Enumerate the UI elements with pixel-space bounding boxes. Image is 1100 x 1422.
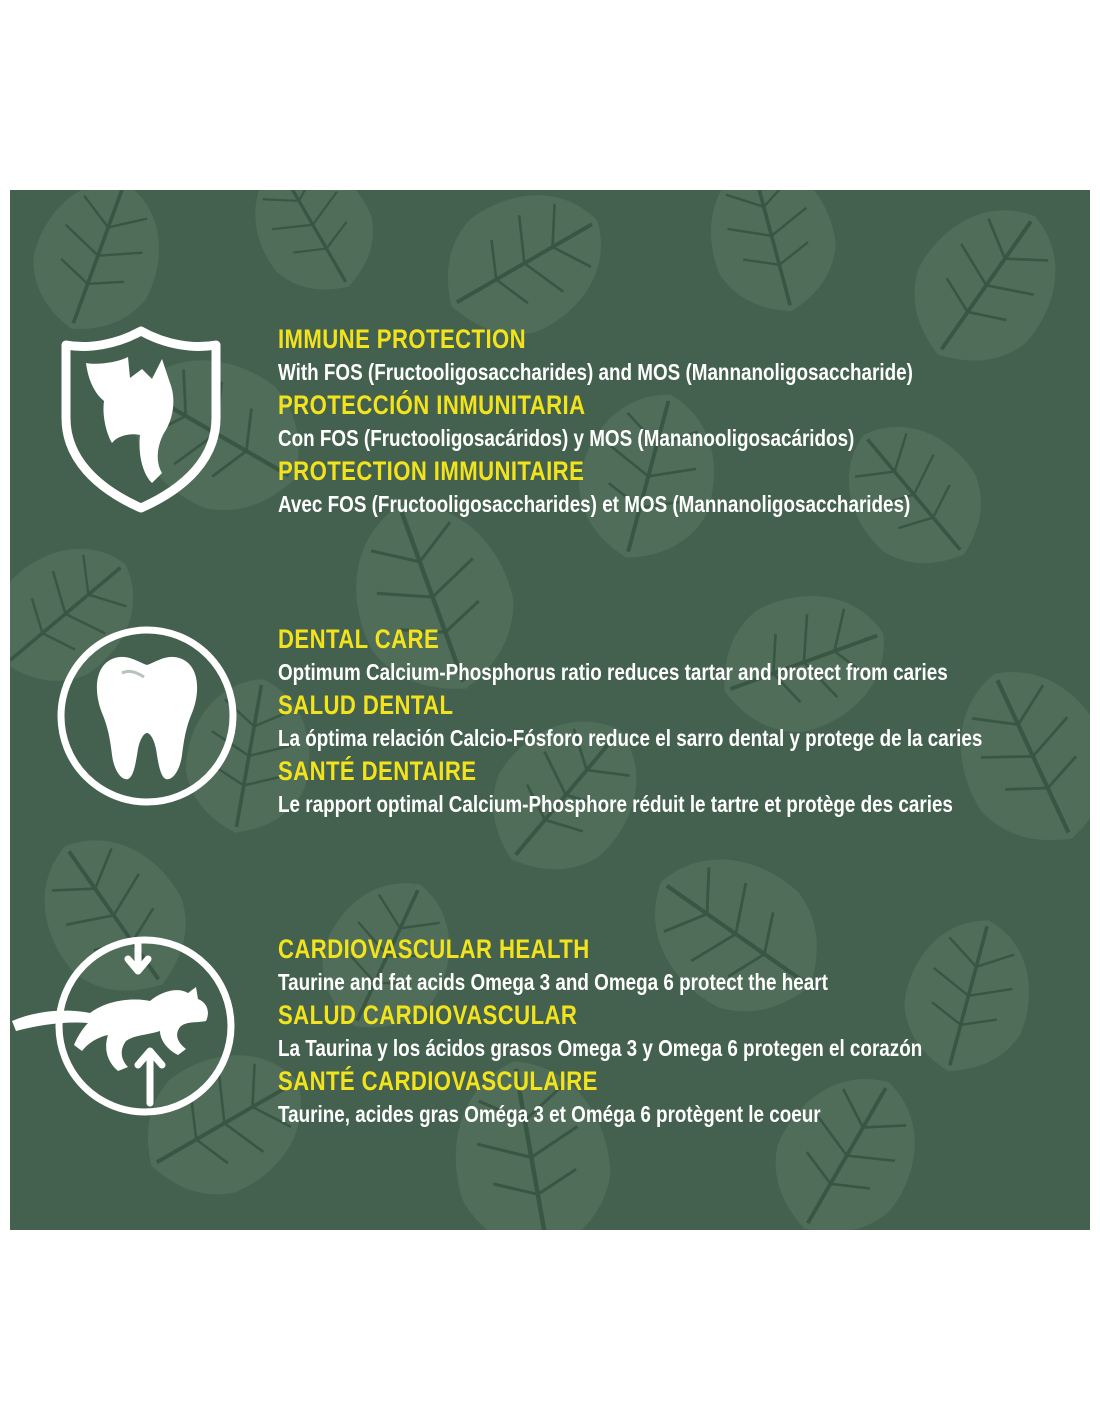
- es-description: La óptima relación Calcio-Fósforo reduce el sarro dental y protege de la caries: [278, 725, 983, 751]
- immune-protection-text: [278, 323, 1078, 521]
- tooth-icon: [52, 621, 242, 811]
- en-description: With FOS (Fructooligosaccharides) and MOS (Mannanoligosaccharide): [278, 359, 913, 385]
- en-description: Optimum Calcium-Phosphorus ratio reduces tartar and protect from caries: [278, 659, 948, 685]
- shield-cat-icon: [56, 323, 226, 513]
- cardiovascular-health-text: [278, 933, 1078, 1131]
- fr-title: SANTÉ DENTAIRE: [278, 756, 477, 786]
- es-title: SALUD CARDIOVASCULAR: [278, 1000, 578, 1030]
- dental-care-text: [278, 623, 1078, 821]
- mint-background-panel: [10, 190, 1090, 1230]
- en-title: DENTAL CARE: [278, 624, 440, 654]
- fr-description: Le rapport optimal Calcium-Phosphore réduit le tartre et protège des caries: [278, 791, 953, 817]
- es-title: PROTECCIÓN INMUNITARIA: [278, 390, 586, 420]
- fr-title: PROTECTION IMMUNITAIRE: [278, 456, 585, 486]
- es-title: SALUD DENTAL: [278, 690, 454, 720]
- en-title: CARDIOVASCULAR HEALTH: [278, 934, 590, 964]
- en-description: Taurine and fat acids Omega 3 and Omega 6 protect the heart: [278, 969, 828, 995]
- es-description: Con FOS (Fructooligosacáridos) y MOS (Mananooligosacáridos): [278, 425, 855, 451]
- es-description: La Taurina y los ácidos grasos Omega 3 y Omega 6 protegen el corazón: [278, 1035, 923, 1061]
- fr-description: Avec FOS (Fructooligosaccharides) et MOS (Mannanoligosaccharides): [278, 491, 911, 517]
- fr-description: Taurine, acides gras Oméga 3 et Oméga 6 protègent le coeur: [278, 1101, 821, 1127]
- leaping-cat-arrows-icon: [10, 931, 250, 1121]
- en-title: IMMUNE PROTECTION: [278, 324, 527, 354]
- fr-title: SANTÉ CARDIOVASCULAIRE: [278, 1066, 598, 1096]
